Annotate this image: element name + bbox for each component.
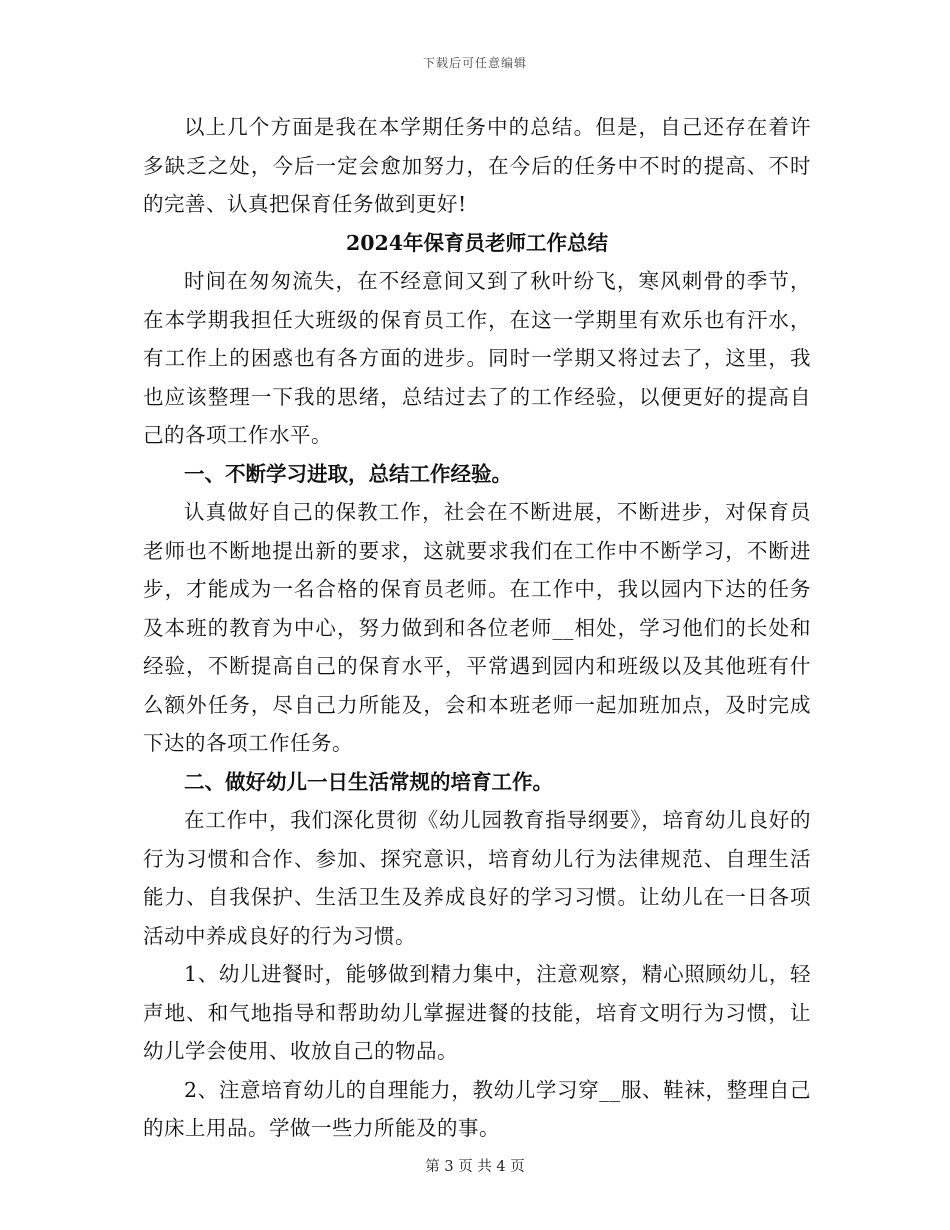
page-header-note: 下载后可任意编辑 [422,56,527,70]
paragraph-item-1: 1、幼儿进餐时，能够做到精力集中，注意观察，精心照顾幼儿，轻声地、和气地指导和帮助幼儿掌握进餐的技能，培育文明行为习惯，让幼儿学会使用、收放自己的物品。 [143,962,811,1063]
page-number-footer: 第 3 页 共 4 页 [425,1159,525,1175]
paragraph-section-1: 认真做好自己的保教工作，社会在不断进展，不断进步，对保育员老师也不断地提出新的要求，这就要求我们在工作中不断学习，不断进步，才能成为一名合格的保育员老师。在工作中，我以园内下达的任务及本班的教育为中心，努力做到和各位老师__相处，学习他们的长处和经验，不断提高自己的保育水平，平常遇到园内和班级以及其他班有什么额外任务，尽自己力所能及，会和本班老师一起加班加点，及时完成下达的各项工作任务。 [143,500,811,755]
paragraph-conclusion: 以上几个方面是我在本学期任务中的总结。但是，自己还存在着许多缺乏之处，今后一定会愈加努力，在今后的任务中不时的提高、不时的完善、认真把保育任务做到更好! [143,115,811,216]
paragraph-item-2: 2、注意培育幼儿的自理能力，教幼儿学习穿__服、鞋袜，整理自己的床上用品。学做一些力所能及的事。 [143,1077,811,1140]
paragraph-section-2: 在工作中，我们深化贯彻《幼儿园教育指导纲要》，培育幼儿良好的行为习惯和合作、参加、探究意识，培育幼儿行为法律规范、自理生活能力、自我保护、生活卫生及养成良好的学习习惯。让幼儿在一日各项活动中养成良好的行为习惯。 [143,808,811,948]
section-heading-2: 二、做好幼儿一日生活常规的培育工作。 [184,769,553,794]
document-body [143,108,811,1148]
section-heading-1: 一、不断学习进取，总结工作经验。 [184,461,512,486]
paragraph-intro: 时间在匆匆流失，在不经意间又到了秋叶纷飞，寒风刺骨的季节，在本学期我担任大班级的保育员工作，在这一学期里有欢乐也有汗水，有工作上的困惑也有各方面的进步。同时一学期又将过去了，这里，我也应该整理一下我的思绪，总结过去了的工作经验，以便更好的提高自己的各项工作水平。 [143,269,811,447]
document-title: 2024年保育员老师工作总结 [345,230,609,255]
